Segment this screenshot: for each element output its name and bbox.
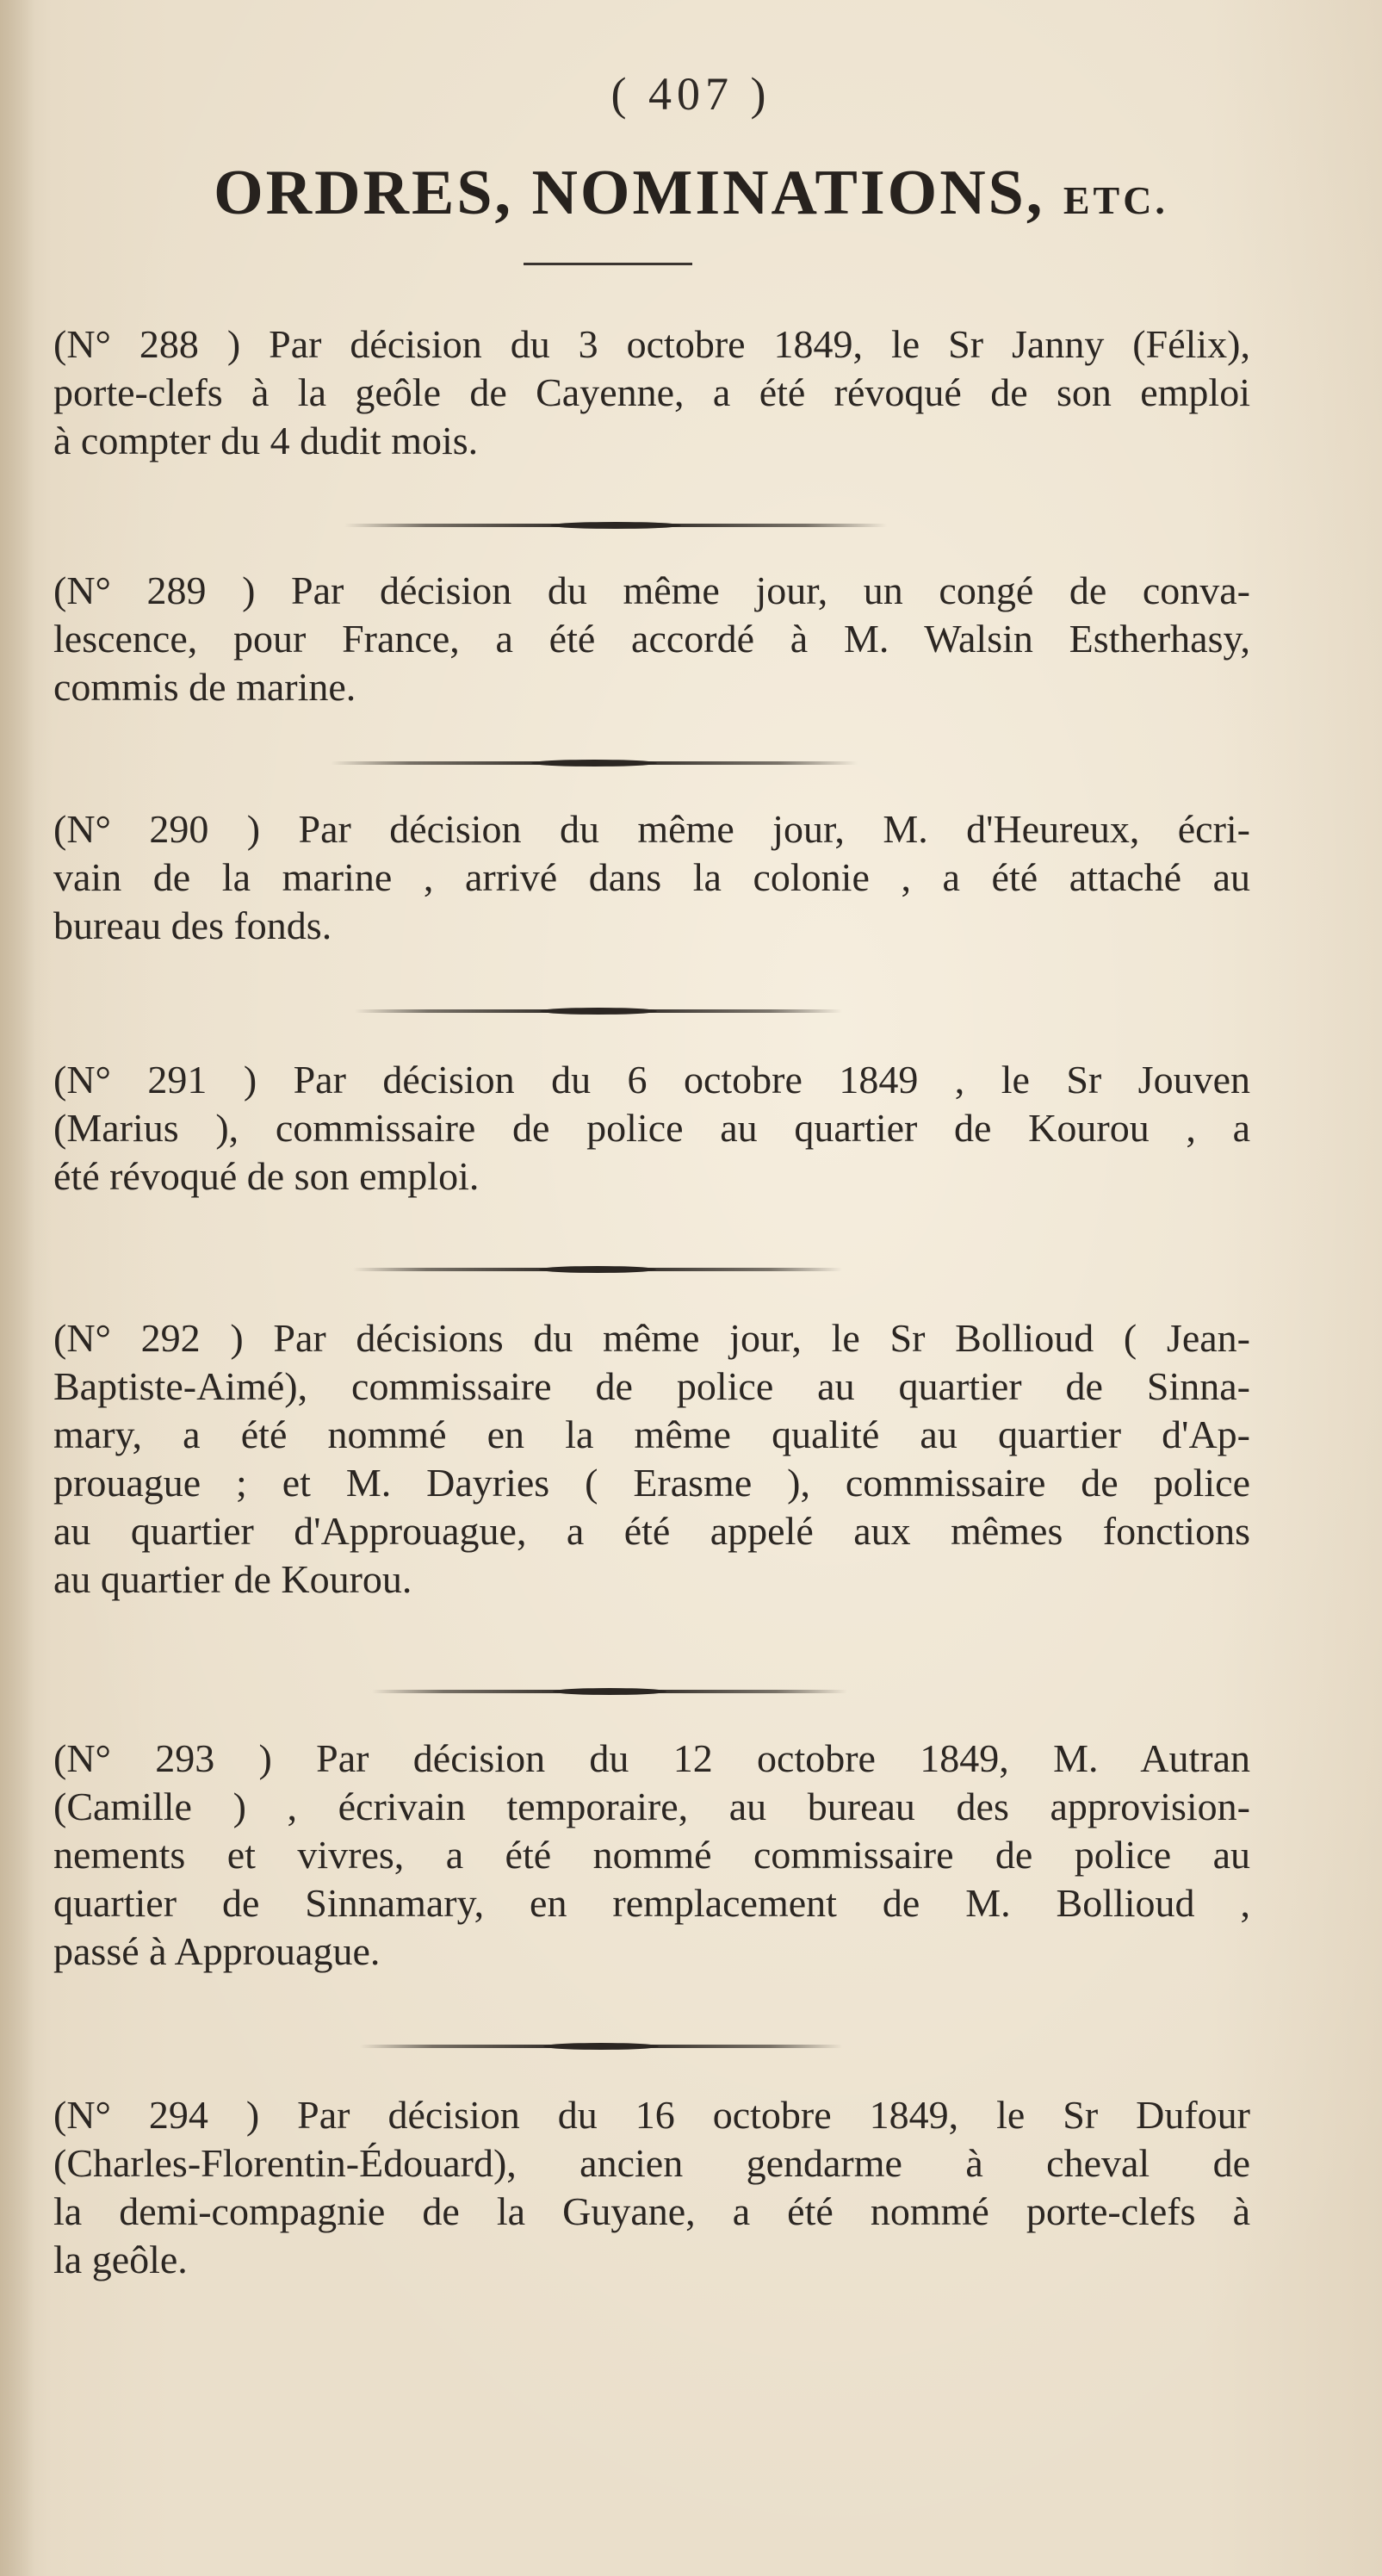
page-spine-shadow xyxy=(0,0,34,2576)
page-number: ( 407 ) xyxy=(610,68,772,120)
heading-etc: ETC. xyxy=(1063,178,1168,222)
decision-line: prouague ; et M. Dayries ( Erasme ), commissaire de police xyxy=(53,1461,1250,1505)
decision-line: passé à Approuague. xyxy=(53,1929,381,1973)
decision-line: Baptiste-Aimé), commissaire de police au quartier de Sinna- xyxy=(53,1364,1250,1408)
separator-rule xyxy=(355,1009,842,1013)
decision-288 xyxy=(53,320,1250,465)
decision-line: commis de marine. xyxy=(53,665,356,709)
decision-line: (Marius ), commissaire de police au quartier de Kourou , a xyxy=(53,1106,1250,1150)
decision-289 xyxy=(53,567,1250,711)
decision-line: (N° 290 ) Par décision du même jour, M. d'Heureux, écri- xyxy=(53,807,1250,851)
decision-294 xyxy=(53,2091,1250,2284)
decision-line: (N° 291 ) Par décision du 6 octobre 1849 , le Sr Jouven xyxy=(53,1058,1250,1102)
page-heading xyxy=(0,157,1382,230)
decision-line: au quartier de Kourou. xyxy=(53,1557,412,1601)
decision-line: nements et vivres, a été nommé commissaire de police au xyxy=(53,1833,1250,1877)
decision-line: (Camille ) , écrivain temporaire, au bureau des approvision- xyxy=(53,1785,1250,1828)
decision-line: (N° 289 ) Par décision du même jour, un congé de conva- xyxy=(53,568,1250,612)
decision-line: (N° 293 ) Par décision du 12 octobre 1849, M. Autran xyxy=(53,1736,1250,1780)
decision-line: vain de la marine , arrivé dans la colonie , a été attaché au xyxy=(53,855,1250,899)
separator-rule xyxy=(372,1690,847,1693)
decision-line: au quartier d'Approuague, a été appelé aux mêmes fonctions xyxy=(53,1509,1250,1553)
decision-line: à compter du 4 dudit mois. xyxy=(53,419,479,462)
decision-line: lescence, pour France, a été accordé à M. Walsin Estherhasy, xyxy=(53,617,1250,661)
decision-line: porte-clefs à la geôle de Cayenne, a été révoqué de son emploi xyxy=(53,370,1250,414)
decision-line: (N° 292 ) Par décisions du même jour, le Sr Bollioud ( Jean- xyxy=(53,1316,1250,1360)
separator-rule xyxy=(344,524,887,527)
decision-line: la demi-compagnie de la Guyane, a été nommé porte-clefs à xyxy=(53,2189,1250,2233)
decision-line: (N° 288 ) Par décision du 3 octobre 1849, le Sr Janny (Félix), xyxy=(53,322,1250,366)
decision-line: été révoqué de son emploi. xyxy=(53,1154,480,1198)
separator-rule xyxy=(360,2045,842,2048)
decision-line: quartier de Sinnamary, en remplacement de M. Bollioud , xyxy=(53,1881,1250,1925)
heading-main: ORDRES, NOMINATIONS, xyxy=(214,158,1045,228)
decision-line: bureau des fonds. xyxy=(53,903,332,947)
decision-292 xyxy=(53,1314,1250,1604)
decision-line: (Charles-Florentin-Édouard), ancien gendarme à cheval de xyxy=(53,2141,1250,2185)
separator-rule xyxy=(331,761,858,765)
decision-line: la geôle. xyxy=(53,2238,188,2281)
separator-rule xyxy=(353,1268,842,1271)
decision-293 xyxy=(53,1735,1250,1976)
decision-line: mary, a été nommé en la même qualité au quartier d'Ap- xyxy=(53,1412,1250,1456)
decision-291 xyxy=(53,1056,1250,1201)
decision-290 xyxy=(53,805,1250,950)
heading-rule xyxy=(524,263,692,265)
decision-line: (N° 294 ) Par décision du 16 octobre 1849, le Sr Dufour xyxy=(53,2093,1250,2137)
